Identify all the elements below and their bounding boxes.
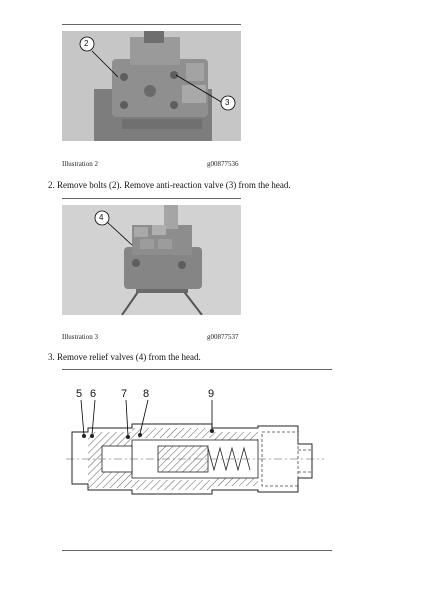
top-rule-cross-section — [62, 369, 332, 370]
callout-4: 4 — [99, 213, 104, 222]
callout-7: 7 — [121, 388, 128, 400]
step-2-text: Remove bolts (2). Remove anti-reaction valve (3) from the head. — [57, 180, 291, 190]
callout-6: 6 — [90, 388, 97, 400]
illustration-3-graphic-id: g00877537 — [207, 333, 239, 341]
relief-valve-image — [62, 205, 241, 315]
top-rule-illustration-3 — [62, 198, 241, 199]
callout-3: 3 — [225, 98, 230, 107]
illustration-2-caption: Illustration 2 — [62, 160, 98, 168]
callout-8: 8 — [143, 388, 150, 400]
step-2-number: 2. — [48, 180, 55, 190]
illustration-2-photo — [62, 31, 241, 141]
callout-2: 2 — [84, 39, 89, 48]
callout-9: 9 — [208, 388, 215, 400]
pump-head-image — [62, 31, 241, 141]
top-rule-illustration-2 — [62, 24, 241, 25]
step-3 — [48, 352, 201, 362]
step-2 — [48, 180, 291, 190]
illustration-3-caption: Illustration 3 — [62, 333, 98, 341]
step-3-text: Remove relief valves (4) from the head. — [57, 352, 201, 362]
cross-section-drawing — [62, 380, 332, 505]
bottom-rule-cross-section — [62, 550, 332, 551]
illustration-2-graphic-id: g00877536 — [207, 160, 239, 168]
illustration-3-photo — [62, 205, 241, 315]
relief-valve-cross-section — [62, 380, 332, 505]
step-3-number: 3. — [48, 352, 55, 362]
callout-5: 5 — [76, 388, 83, 400]
